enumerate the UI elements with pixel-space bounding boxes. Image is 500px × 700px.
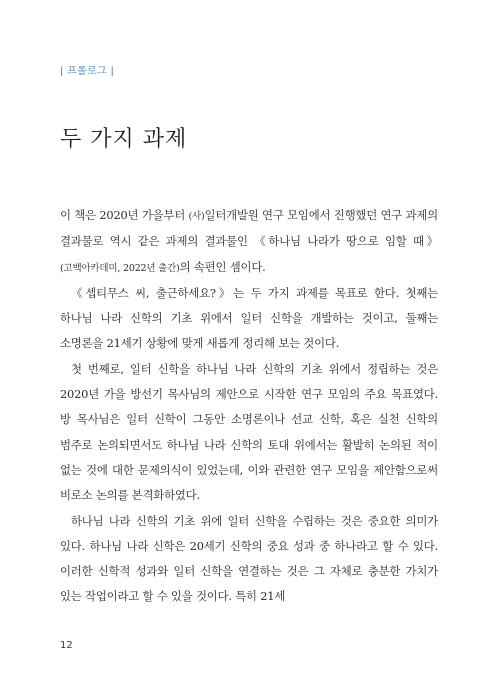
paragraph-3: 첫 번째로, 일터 신학을 하나님 나라 신학의 기초 위에서 정립하는 것은 2020년 가을 방선기 목사님의 제안으로 시작한 연구 모임의 주요 목표였다. 방 목사님은 일터 신학이 그동안 소명론이나 선교 신학, 혹은 실천 신학의 범주로 논의되면서도 하나님 나라 신학의 토대 위에서는 활발히 논의된 적이 없는 것에 대한 문제의식이 있었는데, 이와 관련한 연구 모임을 제안함으로써 비로소 논의를 본격화하였다.	[60, 361, 438, 503]
chapter-title: 두 가지 과제	[60, 127, 188, 152]
page-number: 12	[60, 640, 73, 651]
paragraph-1-text-c: 일터개발원 연구 모임에서 진행했던 연구 과제의 결과물로 역시 같은 과제의 결과물인 《하나님 나라가 땅으로 임할 때》	[60, 208, 438, 249]
paragraph-1	[60, 203, 438, 281]
paragraph-2: 《셉티무스 씨, 출근하세요?》는 두 가지 과제를 목표로 한다. 첫째는 하나님 나라 신학의 기초 위에서 일터 신학을 개발하는 것이고, 둘째는 소명론을 21세기 상황에 맞게 새롭게 정리해 보는 것이다.	[60, 285, 438, 351]
paragraph-4: 하나님 나라 신학의 기초 위에 일터 신학을 수립하는 것은 중요한 의미가 있다. 하나님 나라 신학은 20세기 신학의 중요 성과 중 하나라고 할 수 있다. 이러한 신학적 성과와 일터 신학을 연결하는 것은 그 자체로 충분한 가치가 있는 작업이라고 할 수 있을 것이다. 특히 21세	[60, 513, 438, 604]
paragraph-1-text-a: 이 책은 2020년 가을부터	[60, 208, 189, 222]
paragraph-1-publisher-note: (고백아카데미, 2022년 출간)	[60, 262, 180, 274]
paragraph-1-text-e: 의 속편인 셈이다.	[179, 259, 266, 274]
body-text	[60, 203, 438, 610]
section-label: | 프롤로그 |	[60, 66, 115, 77]
paragraph-1-org-note: (사)	[188, 211, 205, 222]
